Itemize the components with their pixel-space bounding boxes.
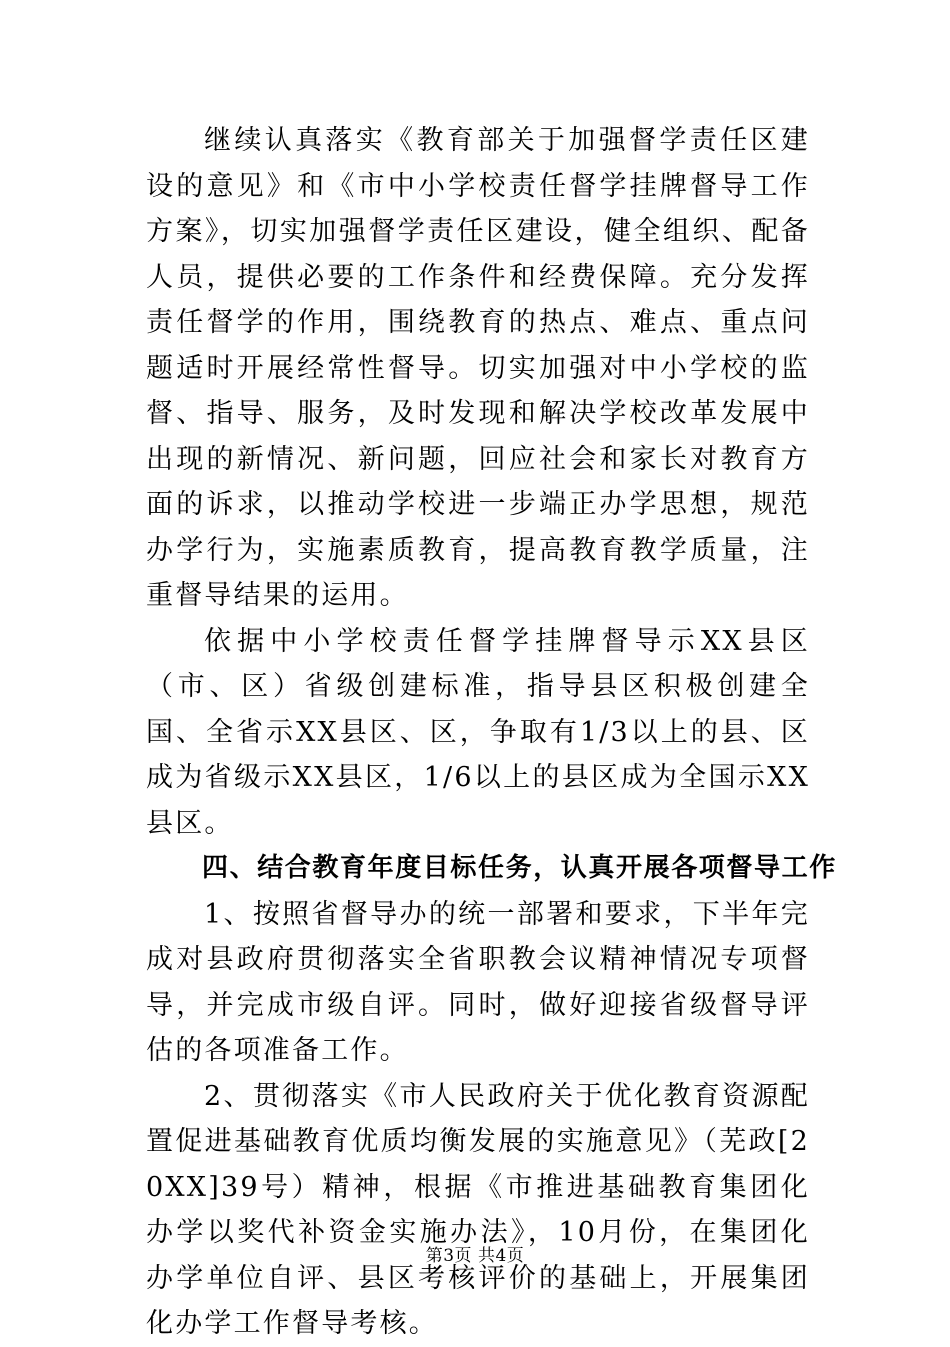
paragraph-demonstration-county: 依据中小学校责任督学挂牌督导示XX县区（市、区）省级创建标准，指导县区积极创建全国、全省示XX县区、区，争取有1/3以上的县、区成为省级示XX县区，1/6以上的县区成为全国示XX县区。 bbox=[146, 625, 810, 839]
list-item-special-supervision: 1、按照省督导办的统一部署和要求，下半年完成对县政府贯彻落实全省职教会议精神情况专项督导，并完成市级自评。同时，做好迎接省级督导评估的各项准备工作。 bbox=[146, 898, 810, 1066]
page-footer: 第3页 共4页 bbox=[425, 1246, 525, 1266]
paragraph-supervision-zone: 继续认真落实《教育部关于加强督学责任区建设的意见》和《市中小学校责任督学挂牌督导工作方案》，切实加强督学责任区建设，健全组织、配备人员，提供必要的工作条件和经费保障。充分发挥责任督学的作用，围绕教育的热点、难点、重点问题适时开展经常性督导。切实加强对中小学校的监督、指导、服务，及时发现和解决学校改革发展中出现的新情况、新问题，回应社会和家长对教育方面的诉求，以推动学校进一步端正办学思想，规范办学行为，实施素质教育，提高教育教学质量，注重督导结果的运用。 bbox=[146, 125, 810, 611]
list-item-group-schooling: 2、贯彻落实《市人民政府关于优化教育资源配置促进基础教育优质均衡发展的实施意见》（芜政[20XX]39号）精神，根据《市推进基础教育集团化办学以奖代补资金实施办法》，10月份，在集团化办学单位自评、县区考核评价的基础上，开展集团化办学工作督导考核。 bbox=[146, 1080, 810, 1339]
section-heading: 四、结合教育年度目标任务，认真开展各项督导工作 bbox=[202, 853, 837, 883]
document-body bbox=[146, 118, 837, 1347]
